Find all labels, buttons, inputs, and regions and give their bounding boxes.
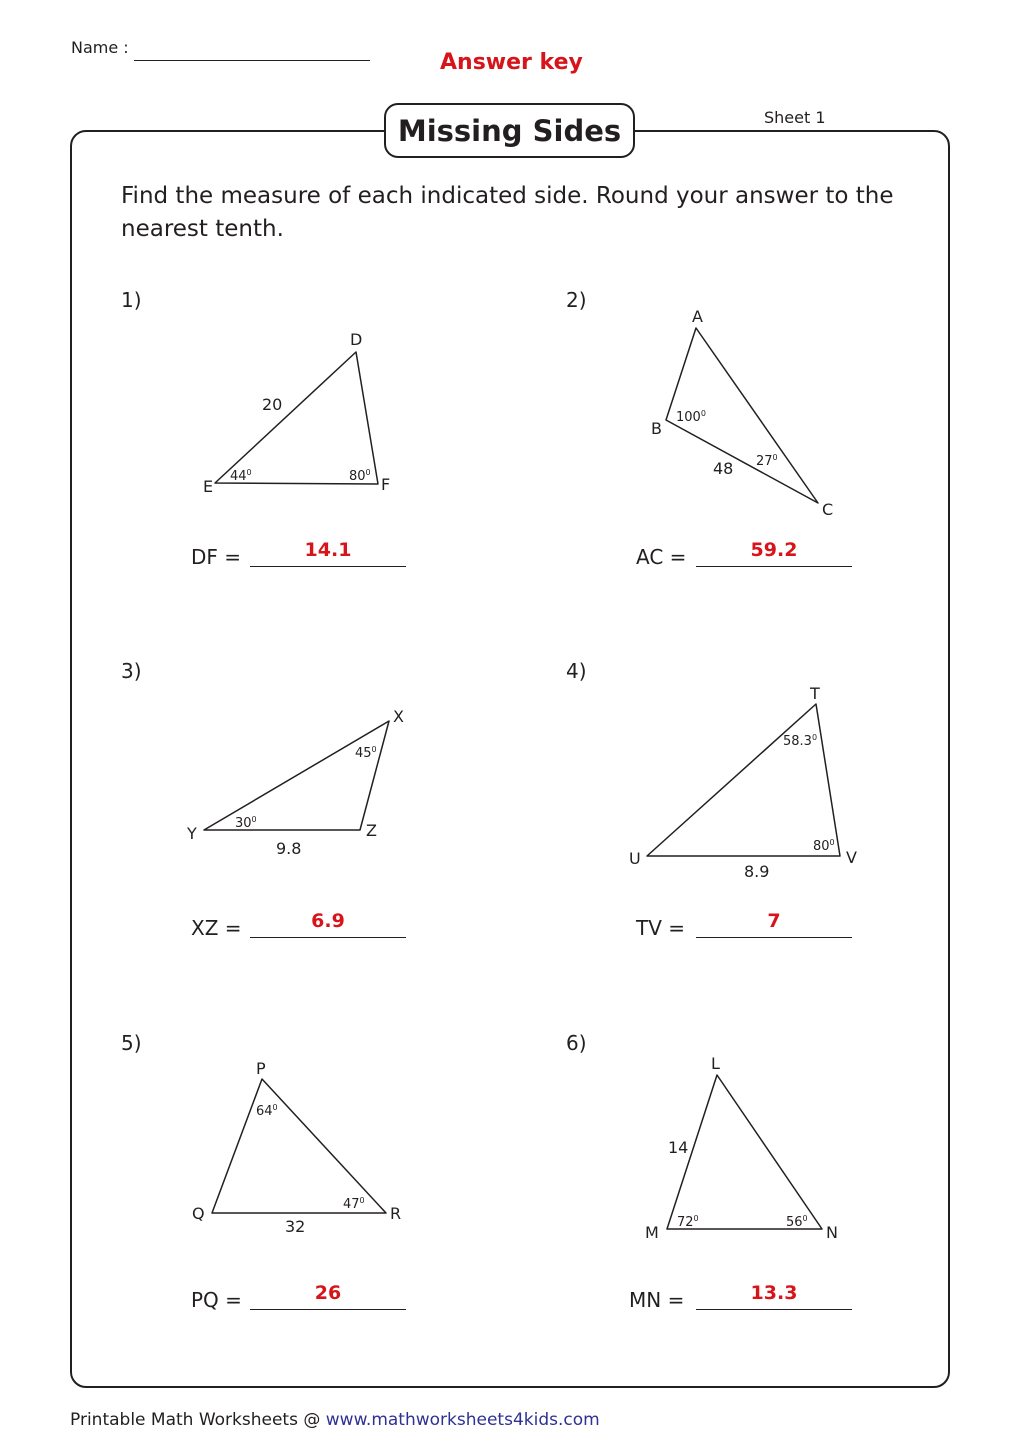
problem-5-number: 5) (121, 1031, 142, 1055)
answer-line-df (250, 566, 406, 567)
answer-value-tv: 7 (767, 910, 781, 932)
answer-line-ac (696, 566, 852, 567)
answer-label-ac: AC = (636, 545, 687, 569)
vertex-label: Y (187, 824, 197, 843)
side-length-label: 20 (262, 395, 283, 414)
answer-value-pq: 26 (314, 1282, 342, 1304)
vertex-label: Z (366, 821, 377, 840)
angle-label: $30^0$ (235, 815, 257, 831)
answer-value-ac: 59.2 (750, 539, 798, 561)
angle-label: $64^0$ (256, 1103, 278, 1119)
problem-3-number: 3) (121, 659, 142, 683)
instructions: Find the measure of each indicated side. Round your answer to the nearest tenth. (121, 183, 894, 242)
vertex-label: T (810, 684, 820, 703)
triangle-3 (204, 721, 389, 830)
triangle-6 (667, 1075, 822, 1229)
footer (70, 1410, 600, 1430)
problem-4-number: 4) (566, 659, 587, 683)
answer-line-tv (696, 937, 852, 938)
answer-label-tv: TV = (636, 916, 686, 940)
vertex-label: N (826, 1223, 838, 1242)
angle-label: $56^0$ (786, 1214, 808, 1230)
vertex-label: U (629, 849, 641, 868)
triangle-4 (647, 704, 840, 856)
vertex-label: V (846, 848, 857, 867)
vertex-label: R (390, 1204, 402, 1223)
problem-1-number: 1) (121, 288, 142, 312)
answer-value-xz: 6.9 (311, 910, 345, 932)
footer-link[interactable]: www.mathworksheets4kids.com (325, 1410, 600, 1430)
side-length-label: 48 (713, 459, 734, 478)
answer-label-mn: MN = (629, 1288, 685, 1312)
vertex-label: Q (192, 1204, 205, 1223)
footer-text: Printable Math Worksheets @ (70, 1410, 326, 1430)
side-length-label: 32 (285, 1217, 306, 1236)
triangle-5 (212, 1079, 386, 1213)
angle-label: $100^0$ (676, 409, 706, 425)
answer-value-df: 14.1 (304, 539, 352, 561)
side-length-label: 14 (668, 1138, 689, 1157)
triangle-1 (215, 352, 378, 484)
angle-label: $80^0$ (349, 468, 371, 484)
page-title-text: Missing Sides (397, 113, 622, 148)
vertex-label: L (711, 1054, 720, 1073)
vertex-label: F (381, 475, 391, 494)
answer-value-mn: 13.3 (750, 1282, 798, 1304)
angle-label: $45^0$ (355, 745, 377, 761)
angle-label: $72^0$ (677, 1214, 699, 1230)
vertex-label: C (822, 500, 834, 519)
side-length-label: 9.8 (276, 839, 302, 858)
problem-6-number: 6) (566, 1031, 587, 1055)
vertex-label: D (350, 330, 363, 349)
answer-key-label: Answer key (440, 50, 583, 75)
angle-label: $44^0$ (230, 468, 252, 484)
angle-label: $27^0$ (756, 453, 778, 469)
answer-label-xz: XZ = (191, 916, 242, 940)
vertex-label: B (651, 419, 662, 438)
answer-line-pq (250, 1309, 406, 1310)
answer-line-xz (250, 937, 406, 938)
side-length-label: 8.9 (744, 862, 770, 881)
vertex-label: P (256, 1059, 266, 1078)
answer-line-mn (696, 1309, 852, 1310)
vertex-label: E (203, 477, 214, 496)
angle-label: 58.3$^0$ (783, 733, 818, 749)
sheet-label: Sheet 1 (764, 108, 826, 127)
name-label: Name : (71, 38, 129, 57)
answer-label-df: DF = (191, 545, 242, 569)
problem-2-number: 2) (566, 288, 587, 312)
vertex-label: A (692, 307, 703, 326)
answer-label-pq: PQ = (191, 1288, 242, 1312)
angle-label: $47^0$ (343, 1196, 365, 1212)
angle-label: $80^0$ (813, 838, 835, 854)
vertex-label: M (645, 1223, 659, 1242)
vertex-label: X (393, 707, 404, 726)
